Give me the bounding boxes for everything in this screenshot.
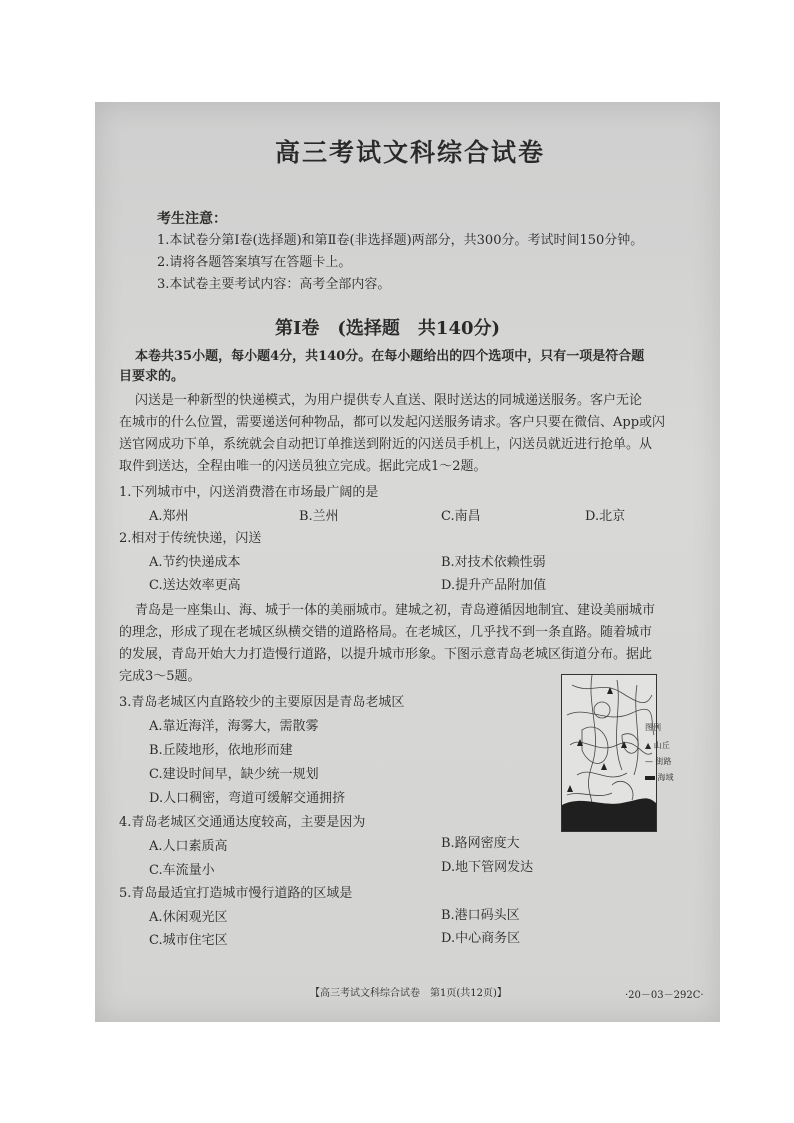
- footer-code: ·20－03－292C·: [625, 990, 704, 1001]
- option-b: B.兰州: [299, 509, 339, 524]
- question-stem: 3.青岛老城区内直路较少的主要原因是青岛老城区: [119, 695, 405, 710]
- passage-line: 青岛是一座集山、海、城于一体的美丽城市。建城之初，青岛遵循因地制宜、建设美丽城市: [135, 603, 656, 618]
- option-d: D.地下管网发达: [441, 860, 534, 875]
- hill-icon: ▲: [645, 741, 652, 750]
- passage-line: 取件到送达，全程由唯一的闪送员独立完成。据此完成1～2题。: [119, 459, 487, 474]
- option-c: C.建设时间早，缺少统一规划: [149, 767, 319, 782]
- legend-coast: [645, 772, 674, 784]
- option-d: D.北京: [585, 509, 626, 524]
- legend-coast-label: 海域: [657, 773, 674, 782]
- notice-item: 1.本试卷分第Ⅰ卷(选择题)和第Ⅱ卷(非选择题)两部分，共300分。考试时间150分钟。: [157, 233, 644, 248]
- passage-line: 在城市的什么位置，需要递送何种物品，都可以发起闪送服务请求。客户只要在微信、App或闪: [119, 415, 666, 430]
- street-map-drawing: [562, 675, 656, 831]
- question-stem: 2.相对于传统快递，闪送: [119, 531, 262, 546]
- option-a: A.节约快递成本: [149, 555, 241, 570]
- exam-paper: [95, 102, 720, 1022]
- legend-road: [645, 756, 674, 768]
- option-b: B.丘陵地形，依地形而建: [149, 743, 293, 758]
- legend-hill: [645, 740, 674, 752]
- road-line-icon: —: [645, 757, 653, 766]
- option-c: C.城市住宅区: [149, 933, 228, 948]
- option-c: C.送达效率更高: [149, 578, 241, 593]
- legend-title: 图例: [645, 723, 661, 732]
- passage-line: 闪送是一种新型的快递模式，为用户提供专人直送、限时送达的同城递送服务。客户无论: [135, 393, 643, 408]
- question-stem: 5.青岛最适宜打造城市慢行道路的区域是: [119, 886, 353, 901]
- notice-item: 3.本试卷主要考试内容：高考全部内容。: [157, 277, 391, 292]
- legend-hill-label: 山丘: [653, 741, 670, 750]
- footer-page-info: 【高三考试文科综合试卷 第1页(共12页)】: [310, 988, 507, 999]
- page-title: 高三考试文科综合试卷: [275, 138, 546, 167]
- notice-heading: 考生注意：: [157, 211, 227, 227]
- option-d: D.人口稠密，弯道可缓解交通拥挤: [149, 791, 346, 806]
- passage-line: 的发展，青岛开始大力打造慢行道路，以提升城市形象。下图示意青岛老城区街道分布。据此: [119, 647, 653, 662]
- section-intro: 目要求的。: [119, 369, 185, 384]
- option-a: A.休闲观光区: [149, 910, 228, 925]
- notice-item: 2.请将各题答案填写在答题卡上。: [157, 255, 352, 270]
- option-a: A.靠近海洋，海雾大，需散雾: [149, 719, 319, 734]
- question-stem: 4.青岛老城区交通通达度较高，主要是因为: [119, 815, 366, 830]
- option-d: D.中心商务区: [441, 931, 521, 946]
- option-c: C.车流量小: [149, 863, 215, 878]
- passage-line: 完成3～5题。: [119, 669, 201, 684]
- passage-line: 的理念，形成了现在老城区纵横交错的道路格局。在老城区，几乎找不到一条直路。随着城市: [119, 625, 653, 640]
- option-c: C.南昌: [441, 509, 481, 524]
- passage-line: 送官网成功下单，系统就会自动把订单推送到附近的闪送员手机上，闪送员就近进行抢单。从: [119, 437, 653, 452]
- sea-area-icon: [645, 776, 655, 780]
- option-b: B.路网密度大: [441, 836, 520, 851]
- option-b: B.对技术依赖性弱: [441, 555, 546, 570]
- legend-road-label: 街路: [655, 757, 672, 766]
- option-a: A.郑州: [149, 509, 189, 524]
- option-b: B.港口码头区: [441, 908, 520, 923]
- map-legend: [645, 722, 674, 784]
- qingdao-street-map: [561, 674, 657, 832]
- option-d: D.提升产品附加值: [441, 578, 547, 593]
- section-title: 第Ⅰ卷 (选择题 共140分): [275, 318, 501, 339]
- section-intro: 本卷共35小题，每小题4分，共140分。在每小题给出的四个选项中，只有一项是符合题: [135, 349, 645, 364]
- question-stem: 1.下列城市中，闪送消费潜在市场最广阔的是: [119, 485, 379, 500]
- option-a: A.人口素质高: [149, 839, 228, 854]
